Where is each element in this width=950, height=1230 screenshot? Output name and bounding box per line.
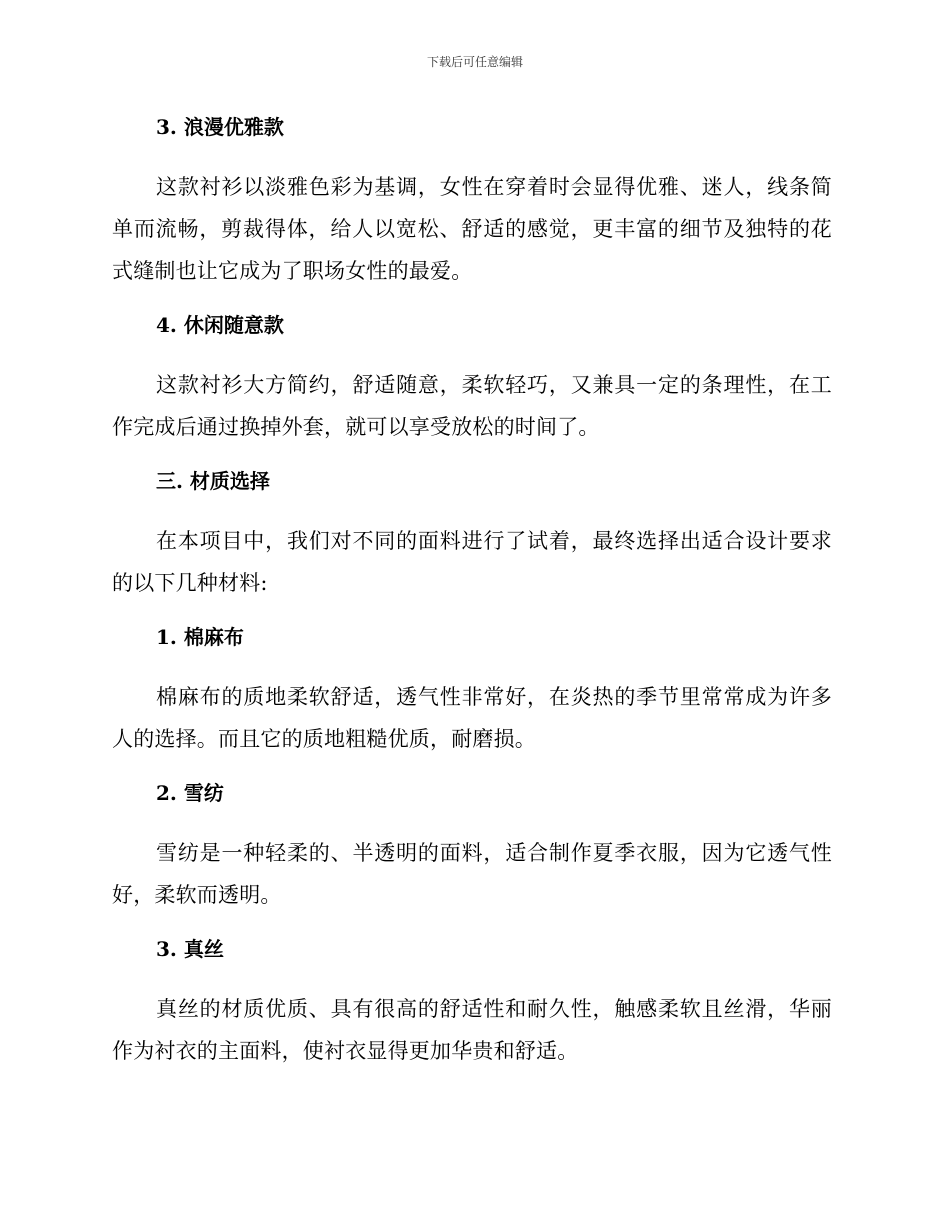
section-heading-material-selection: 三. 材质选择 <box>156 469 270 493</box>
paragraph-material-selection: 在本项目中，我们对不同的面料进行了试着，最终选择出适合设计要求的以下几种材料: <box>112 529 832 595</box>
paragraph-chiffon: 雪纺是一种轻柔的、半透明的面料，适合制作夏季衣服，因为它透气性好，柔软而透明。 <box>112 841 832 907</box>
page-header: 下载后可任意编辑 <box>426 55 523 69</box>
section-heading-cotton-linen: 1. 棉麻布 <box>156 625 244 649</box>
paragraph-silk: 真丝的材质优质、具有很高的舒适性和耐久性，触感柔软且丝滑，华丽作为衬衣的主面料，使衬衣显得更加华贵和舒适。 <box>112 997 832 1063</box>
document-body <box>112 112 832 1072</box>
paragraph-romantic-elegant: 这款衬衫以淡雅色彩为基调，女性在穿着时会显得优雅、迷人，线条简单而流畅，剪裁得体，给人以宽松、舒适的感觉，更丰富的细节及独特的花式缝制也让它成为了职场女性的最爱。 <box>112 175 832 283</box>
paragraph-cotton-linen: 棉麻布的质地柔软舒适，透气性非常好，在炎热的季节里常常成为许多人的选择。而且它的质地粗糙优质，耐磨损。 <box>112 685 832 751</box>
section-heading-chiffon: 2. 雪纺 <box>156 781 224 805</box>
section-heading-silk: 3. 真丝 <box>156 937 224 961</box>
section-heading-romantic-elegant: 3. 浪漫优雅款 <box>156 115 284 139</box>
section-heading-casual: 4. 休闲随意款 <box>156 313 284 337</box>
paragraph-casual: 这款衬衫大方简约，舒适随意，柔软轻巧，又兼具一定的条理性，在工作完成后通过换掉外套，就可以享受放松的时间了。 <box>112 373 832 439</box>
